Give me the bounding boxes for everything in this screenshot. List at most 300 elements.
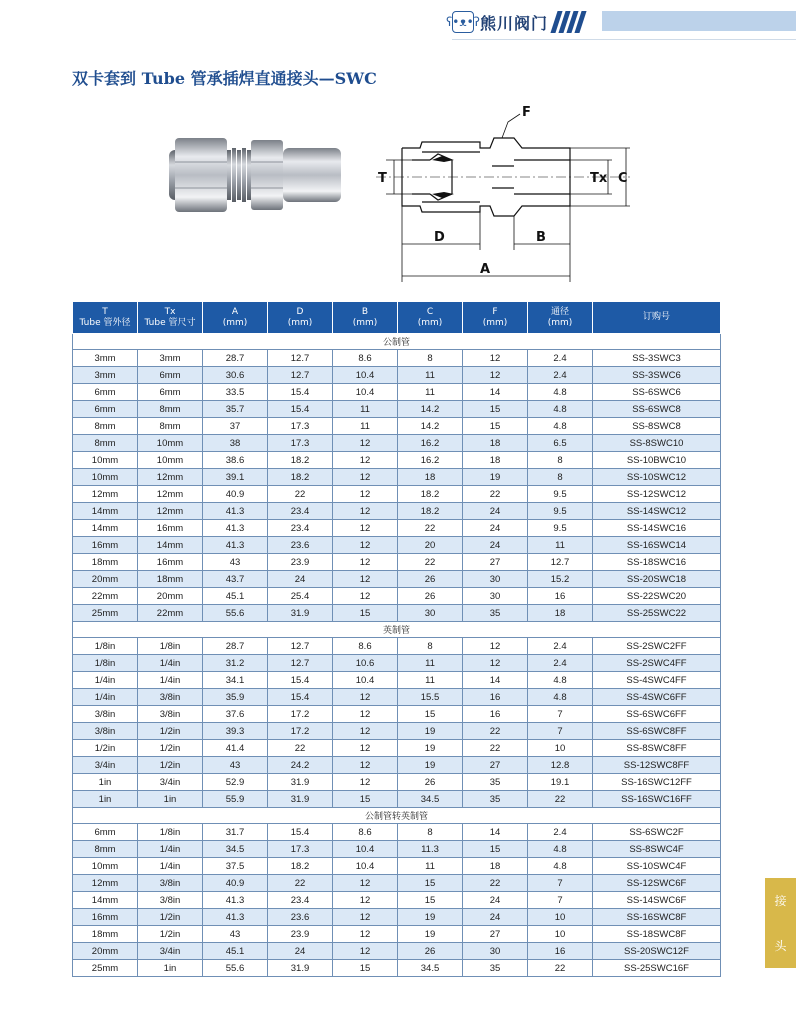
table-cell: 30 <box>398 605 463 622</box>
table-cell: 1/8in <box>138 638 203 655</box>
section-row <box>73 808 721 824</box>
table-row <box>73 689 721 706</box>
table-cell: 34.5 <box>203 841 268 858</box>
table-cell: 1/2in <box>138 926 203 943</box>
table-cell: 17.2 <box>268 723 333 740</box>
table-cell: 12 <box>463 638 528 655</box>
table-cell: 18mm <box>73 554 138 571</box>
table-cell: 22mm <box>138 605 203 622</box>
table-cell: 39.3 <box>203 723 268 740</box>
table-cell: 8 <box>398 824 463 841</box>
table-cell: 27 <box>463 554 528 571</box>
table-cell: 12 <box>333 689 398 706</box>
column-header <box>528 302 593 334</box>
side-tab-char-1: 接 <box>774 894 787 908</box>
table-cell: 16 <box>528 943 593 960</box>
table-cell: 19 <box>398 757 463 774</box>
table-cell: 23.4 <box>268 892 333 909</box>
table-cell: SS-3SWC6 <box>593 367 721 384</box>
label-Tx: Tx <box>590 171 608 186</box>
table-cell: 8.6 <box>333 638 398 655</box>
table-cell: 18.2 <box>268 469 333 486</box>
table-cell: 1/8in <box>73 655 138 672</box>
table-cell: 28.7 <box>203 638 268 655</box>
table-cell: 11 <box>398 384 463 401</box>
table-cell: 19 <box>398 740 463 757</box>
table-cell: 11 <box>398 672 463 689</box>
table-cell: 12 <box>333 740 398 757</box>
table-cell: 10.4 <box>333 672 398 689</box>
table-cell: 34.5 <box>398 791 463 808</box>
table-cell: 40.9 <box>203 875 268 892</box>
column-header-unit: (mm) <box>222 317 248 328</box>
table-row <box>73 367 721 384</box>
table-cell: 22 <box>463 486 528 503</box>
table-cell: 35 <box>463 605 528 622</box>
table-cell: 17.2 <box>268 706 333 723</box>
table-cell: 14mm <box>73 892 138 909</box>
table-cell: 3mm <box>138 350 203 367</box>
column-header-label: T <box>102 306 108 317</box>
table-cell: SS-16SWC8F <box>593 909 721 926</box>
table-cell: 4.8 <box>528 672 593 689</box>
table-cell: 12 <box>333 909 398 926</box>
table-cell: 12mm <box>73 875 138 892</box>
table-cell: SS-22SWC20 <box>593 588 721 605</box>
column-header-label: 订购号 <box>642 312 670 322</box>
table-cell: 25mm <box>73 605 138 622</box>
section-side-tab <box>765 878 796 968</box>
table-row <box>73 452 721 469</box>
table-cell: SS-4SWC4FF <box>593 672 721 689</box>
table-cell: 7 <box>528 723 593 740</box>
table-cell: 8.6 <box>333 824 398 841</box>
table-cell: 30 <box>463 943 528 960</box>
table-cell: 6mm <box>138 367 203 384</box>
column-header <box>268 302 333 334</box>
table-row <box>73 706 721 723</box>
table-cell: 35 <box>463 774 528 791</box>
table-cell: 11 <box>398 858 463 875</box>
label-A: A <box>480 262 491 277</box>
table-row <box>73 655 721 672</box>
column-header-label: A <box>231 306 239 317</box>
table-cell: 14mm <box>73 520 138 537</box>
table-cell: 19 <box>398 723 463 740</box>
table-row <box>73 875 721 892</box>
table-cell: 52.9 <box>203 774 268 791</box>
table-cell: 16 <box>463 689 528 706</box>
table-cell: SS-20SWC12F <box>593 943 721 960</box>
column-header-unit: Tube 管尺寸 <box>144 317 196 328</box>
table-cell: 6mm <box>73 401 138 418</box>
column-header-unit: (mm) <box>352 317 378 328</box>
table-cell: 37.5 <box>203 858 268 875</box>
table-cell: 12 <box>333 469 398 486</box>
table-cell: 1/2in <box>138 740 203 757</box>
table-cell: 1/2in <box>73 740 138 757</box>
table-cell: 43.7 <box>203 571 268 588</box>
table-cell: 34.1 <box>203 672 268 689</box>
table-cell: SS-16SWC14 <box>593 537 721 554</box>
table-header-row <box>73 302 721 334</box>
table-cell: 25.4 <box>268 588 333 605</box>
table-cell: 22 <box>268 740 333 757</box>
table-cell: 12 <box>463 655 528 672</box>
table-cell: 3/8in <box>73 706 138 723</box>
table-cell: 3/8in <box>138 706 203 723</box>
table-cell: 12 <box>333 520 398 537</box>
table-cell: SS-6SWC6 <box>593 384 721 401</box>
table-cell: SS-14SWC6F <box>593 892 721 909</box>
table-cell: 41.3 <box>203 503 268 520</box>
table-cell: 41.3 <box>203 520 268 537</box>
table-cell: 15 <box>463 418 528 435</box>
column-header <box>593 302 721 334</box>
table-cell: 11 <box>398 655 463 672</box>
table-cell: 35.9 <box>203 689 268 706</box>
label-D: D <box>434 230 445 245</box>
table-cell: SS-8SWC10 <box>593 435 721 452</box>
table-cell: 14mm <box>138 537 203 554</box>
table-cell: SS-20SWC18 <box>593 571 721 588</box>
column-header-unit: (mm) <box>287 317 313 328</box>
spec-table <box>72 301 721 977</box>
header-rule <box>452 39 796 40</box>
table-cell: 26 <box>398 588 463 605</box>
table-cell: 15.4 <box>268 672 333 689</box>
table-cell: 15 <box>463 841 528 858</box>
table-cell: SS-14SWC12 <box>593 503 721 520</box>
table-cell: SS-25SWC22 <box>593 605 721 622</box>
table-cell: 22 <box>268 875 333 892</box>
table-cell: 20 <box>398 537 463 554</box>
table-cell: 12 <box>333 926 398 943</box>
table-cell: 10mm <box>138 435 203 452</box>
technical-drawing <box>372 100 634 288</box>
table-row <box>73 537 721 554</box>
table-cell: 4.8 <box>528 689 593 706</box>
column-header-label: D <box>296 306 304 317</box>
table-cell: 55.9 <box>203 791 268 808</box>
label-T: T <box>378 171 387 186</box>
table-cell: 45.1 <box>203 943 268 960</box>
table-cell: 4.8 <box>528 858 593 875</box>
table-cell: 10mm <box>73 469 138 486</box>
table-row <box>73 435 721 452</box>
table-cell: SS-10SWC12 <box>593 469 721 486</box>
label-F: F <box>522 105 531 120</box>
table-cell: 12.7 <box>268 655 333 672</box>
table-cell: 1in <box>138 791 203 808</box>
table-cell: 23.9 <box>268 926 333 943</box>
table-row <box>73 350 721 367</box>
table-row <box>73 486 721 503</box>
table-row <box>73 892 721 909</box>
table-cell: 24 <box>268 943 333 960</box>
table-cell: 14 <box>463 824 528 841</box>
table-cell: 24 <box>268 571 333 588</box>
table-cell: 27 <box>463 926 528 943</box>
table-cell: 3mm <box>73 367 138 384</box>
table-cell: 12mm <box>138 486 203 503</box>
table-cell: 17.3 <box>268 841 333 858</box>
table-cell: 1/2in <box>138 757 203 774</box>
table-cell: 10.4 <box>333 841 398 858</box>
table-cell: 31.9 <box>268 774 333 791</box>
table-cell: 16 <box>528 588 593 605</box>
column-header-label: 通径 <box>550 306 569 317</box>
table-cell: 2.4 <box>528 638 593 655</box>
table-cell: 10 <box>528 926 593 943</box>
table-cell: 2.4 <box>528 655 593 672</box>
table-row <box>73 774 721 791</box>
table-cell: 4.8 <box>528 401 593 418</box>
table-cell: 35.7 <box>203 401 268 418</box>
column-header-label: F <box>492 306 498 317</box>
table-cell: 23.4 <box>268 520 333 537</box>
table-cell: 8 <box>528 452 593 469</box>
table-cell: 12 <box>333 943 398 960</box>
table-cell: 18 <box>528 605 593 622</box>
column-header-label: Tx <box>164 306 176 317</box>
table-cell: 24 <box>463 537 528 554</box>
table-cell: 12 <box>463 350 528 367</box>
table-cell: SS-12SWC8FF <box>593 757 721 774</box>
table-cell: SS-6SWC8FF <box>593 723 721 740</box>
table-cell: 24 <box>463 892 528 909</box>
table-cell: 16.2 <box>398 452 463 469</box>
table-cell: 18.2 <box>398 503 463 520</box>
section-row <box>73 334 721 350</box>
table-cell: 33.5 <box>203 384 268 401</box>
table-cell: 38 <box>203 435 268 452</box>
table-cell: 30 <box>463 571 528 588</box>
table-row <box>73 909 721 926</box>
table-cell: 12.7 <box>268 367 333 384</box>
table-cell: 1/4in <box>73 672 138 689</box>
table-cell: 25mm <box>73 960 138 977</box>
table-row <box>73 588 721 605</box>
table-row <box>73 605 721 622</box>
table-cell: 24.2 <box>268 757 333 774</box>
table-cell: 1/2in <box>138 909 203 926</box>
table-cell: 24 <box>463 503 528 520</box>
table-cell: 16 <box>463 706 528 723</box>
table-cell: 10 <box>528 740 593 757</box>
table-cell: 18mm <box>73 926 138 943</box>
table-cell: 18 <box>463 452 528 469</box>
table-cell: 12 <box>333 774 398 791</box>
column-header <box>333 302 398 334</box>
table-cell: 41.3 <box>203 537 268 554</box>
table-cell: SS-12SWC6F <box>593 875 721 892</box>
column-header-unit: (mm) <box>547 317 573 328</box>
table-cell: 16mm <box>73 537 138 554</box>
table-cell: 12.7 <box>268 350 333 367</box>
table-cell: 22 <box>528 791 593 808</box>
column-header-label: B <box>361 306 369 317</box>
table-cell: SS-25SWC16F <box>593 960 721 977</box>
table-cell: 15 <box>398 892 463 909</box>
table-cell: 15.4 <box>268 824 333 841</box>
table-row <box>73 638 721 655</box>
table-cell: 8 <box>398 638 463 655</box>
table-cell: 26 <box>398 571 463 588</box>
table-cell: 3/8in <box>138 892 203 909</box>
table-cell: 3/4in <box>73 757 138 774</box>
header-band <box>602 11 796 31</box>
table-cell: SS-18SWC16 <box>593 554 721 571</box>
label-B: B <box>536 230 546 245</box>
table-cell: 15 <box>463 401 528 418</box>
table-cell: 22 <box>268 486 333 503</box>
table-cell: 55.6 <box>203 960 268 977</box>
table-cell: 12mm <box>138 503 203 520</box>
table-row <box>73 757 721 774</box>
table-cell: 20mm <box>138 588 203 605</box>
table-cell: 22 <box>463 740 528 757</box>
table-cell: 10mm <box>138 452 203 469</box>
column-header-unit: Tube 管外径 <box>79 317 131 328</box>
table-row <box>73 520 721 537</box>
table-cell: 3/4in <box>138 774 203 791</box>
table-cell: 6mm <box>73 824 138 841</box>
table-cell: 15 <box>398 875 463 892</box>
table-cell: 1/4in <box>138 672 203 689</box>
column-header <box>138 302 203 334</box>
table-cell: 22 <box>398 520 463 537</box>
table-row <box>73 554 721 571</box>
table-cell: 1/8in <box>73 638 138 655</box>
table-cell: 22 <box>528 960 593 977</box>
section-row <box>73 622 721 638</box>
table-cell: 14mm <box>73 503 138 520</box>
table-cell: 19 <box>398 926 463 943</box>
table-cell: 22mm <box>73 588 138 605</box>
table-cell: 40.9 <box>203 486 268 503</box>
table-cell: 12 <box>333 435 398 452</box>
table-cell: SS-6SWC2F <box>593 824 721 841</box>
column-header-unit: (mm) <box>482 317 508 328</box>
table-cell: 6mm <box>138 384 203 401</box>
table-cell: 31.2 <box>203 655 268 672</box>
table-cell: 8mm <box>73 841 138 858</box>
label-C: C <box>618 171 628 186</box>
table-cell: 37.6 <box>203 706 268 723</box>
table-cell: 23.6 <box>268 909 333 926</box>
table-cell: 12.8 <box>528 757 593 774</box>
table-cell: 9.5 <box>528 503 593 520</box>
table-cell: 15.4 <box>268 384 333 401</box>
table-cell: 12 <box>333 757 398 774</box>
table-cell: 12 <box>333 706 398 723</box>
table-cell: 10.6 <box>333 655 398 672</box>
page-title: 双卡套到 Tube 管承插焊直通接头—SWC <box>72 69 377 88</box>
table-cell: 12 <box>333 537 398 554</box>
column-header-label: C <box>426 306 434 317</box>
table-cell: 18 <box>398 469 463 486</box>
table-cell: 12 <box>463 367 528 384</box>
table-cell: 12 <box>333 486 398 503</box>
table-cell: 20mm <box>73 571 138 588</box>
table-cell: SS-3SWC3 <box>593 350 721 367</box>
table-cell: 30.6 <box>203 367 268 384</box>
table-cell: 23.4 <box>268 503 333 520</box>
table-cell: 35 <box>463 960 528 977</box>
table-cell: 15 <box>333 960 398 977</box>
table-cell: 3/8in <box>138 875 203 892</box>
table-cell: 8mm <box>73 418 138 435</box>
table-cell: 2.4 <box>528 350 593 367</box>
table-cell: 26 <box>398 774 463 791</box>
table-cell: 7 <box>528 706 593 723</box>
table-row <box>73 384 721 401</box>
table-cell: 22 <box>398 554 463 571</box>
table-row <box>73 571 721 588</box>
table-row <box>73 723 721 740</box>
table-cell: 23.6 <box>268 537 333 554</box>
table-cell: SS-4SWC6FF <box>593 689 721 706</box>
table-cell: 1in <box>138 960 203 977</box>
table-cell: 28.7 <box>203 350 268 367</box>
table-cell: 18.2 <box>398 486 463 503</box>
section-title: 公制管转英制管 <box>73 808 721 824</box>
table-cell: 41.4 <box>203 740 268 757</box>
table-cell: 16mm <box>138 520 203 537</box>
table-cell: 16.2 <box>398 435 463 452</box>
table-cell: 12mm <box>73 486 138 503</box>
side-tab-char-2: 头 <box>774 939 787 953</box>
table-cell: 43 <box>203 554 268 571</box>
table-cell: 18 <box>463 858 528 875</box>
table-row <box>73 740 721 757</box>
table-cell: 15 <box>333 791 398 808</box>
table-cell: 12 <box>333 588 398 605</box>
table-cell: 11 <box>333 418 398 435</box>
table-cell: SS-8SWC8FF <box>593 740 721 757</box>
table-cell: 8 <box>398 350 463 367</box>
table-cell: 12mm <box>138 469 203 486</box>
table-cell: 10mm <box>73 452 138 469</box>
table-cell: 3/4in <box>138 943 203 960</box>
table-cell: 15.5 <box>398 689 463 706</box>
table-cell: 34.5 <box>398 960 463 977</box>
table-cell: 15.4 <box>268 689 333 706</box>
table-cell: 3mm <box>73 350 138 367</box>
column-header <box>398 302 463 334</box>
table-cell: 2.4 <box>528 367 593 384</box>
table-cell: SS-16SWC12FF <box>593 774 721 791</box>
table-cell: 3/8in <box>73 723 138 740</box>
table-cell: SS-10BWC10 <box>593 452 721 469</box>
table-cell: 22 <box>463 723 528 740</box>
table-cell: 22 <box>463 875 528 892</box>
table-cell: 14 <box>463 384 528 401</box>
table-cell: 19.1 <box>528 774 593 791</box>
table-cell: 19 <box>463 469 528 486</box>
table-cell: 1/4in <box>138 655 203 672</box>
table-cell: 4.8 <box>528 841 593 858</box>
table-body <box>73 334 721 977</box>
table-cell: 10mm <box>73 858 138 875</box>
table-cell: 15 <box>333 605 398 622</box>
table-cell: 12 <box>333 571 398 588</box>
table-row <box>73 824 721 841</box>
table-cell: 43 <box>203 757 268 774</box>
table-cell: 8mm <box>73 435 138 452</box>
table-cell: 43 <box>203 926 268 943</box>
